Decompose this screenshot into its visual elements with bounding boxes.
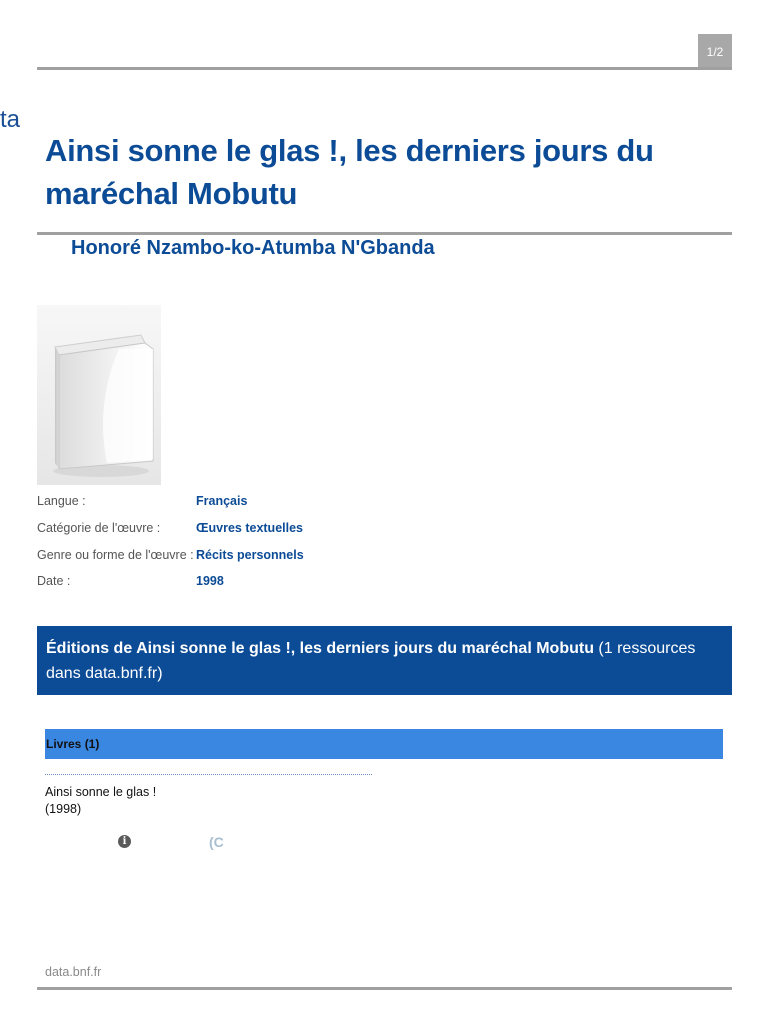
editions-heading bbox=[37, 626, 732, 695]
top-divider bbox=[37, 67, 732, 70]
metadata-label: Langue : bbox=[37, 494, 86, 509]
tab-books[interactable]: Livres (1) bbox=[45, 729, 723, 759]
bottom-divider bbox=[37, 987, 732, 990]
work-title: Ainsi sonne le glas !, les derniers jours du maréchal Mobutu bbox=[45, 133, 654, 211]
book-item-year: (1998) bbox=[45, 802, 82, 816]
metadata-row-language bbox=[37, 488, 304, 515]
metadata-label: Genre ou forme de l'œuvre : bbox=[37, 547, 194, 562]
footer-site-name: data.bnf.fr bbox=[45, 965, 102, 979]
cut-off-logo-text: ta bbox=[0, 106, 21, 133]
metadata-value-link[interactable]: 1998 bbox=[196, 574, 224, 589]
metadata-row-category bbox=[37, 515, 304, 542]
page-counter: 1/2 bbox=[698, 34, 732, 70]
editions-heading-count: (1 ressources dans data.bnf.fr) bbox=[46, 640, 696, 682]
metadata-label: Date : bbox=[37, 574, 71, 589]
book-icon bbox=[37, 305, 161, 485]
book-item-title-link[interactable]: Ainsi sonne le glas ! bbox=[45, 785, 157, 799]
author-link[interactable]: Honoré Nzambo-ko-Atumba N'Gbanda bbox=[71, 237, 435, 259]
title-divider bbox=[37, 232, 732, 235]
info-icon[interactable]: i bbox=[118, 835, 131, 848]
loading-spinner-icon: (C bbox=[209, 834, 224, 850]
dotted-separator bbox=[45, 774, 372, 775]
metadata-list bbox=[37, 488, 304, 595]
editions-heading-title: Éditions de Ainsi sonne le glas !, les derniers jours du maréchal Mobutu bbox=[46, 640, 594, 657]
book-cover-placeholder bbox=[37, 305, 161, 485]
metadata-label: Catégorie de l'œuvre : bbox=[37, 521, 161, 536]
metadata-value-link[interactable]: Récits personnels bbox=[196, 547, 304, 562]
metadata-value-link[interactable]: Œuvres textuelles bbox=[196, 521, 303, 536]
metadata-row-genre bbox=[37, 541, 304, 568]
metadata-row-date bbox=[37, 568, 304, 595]
metadata-value-link[interactable]: Français bbox=[196, 494, 248, 509]
